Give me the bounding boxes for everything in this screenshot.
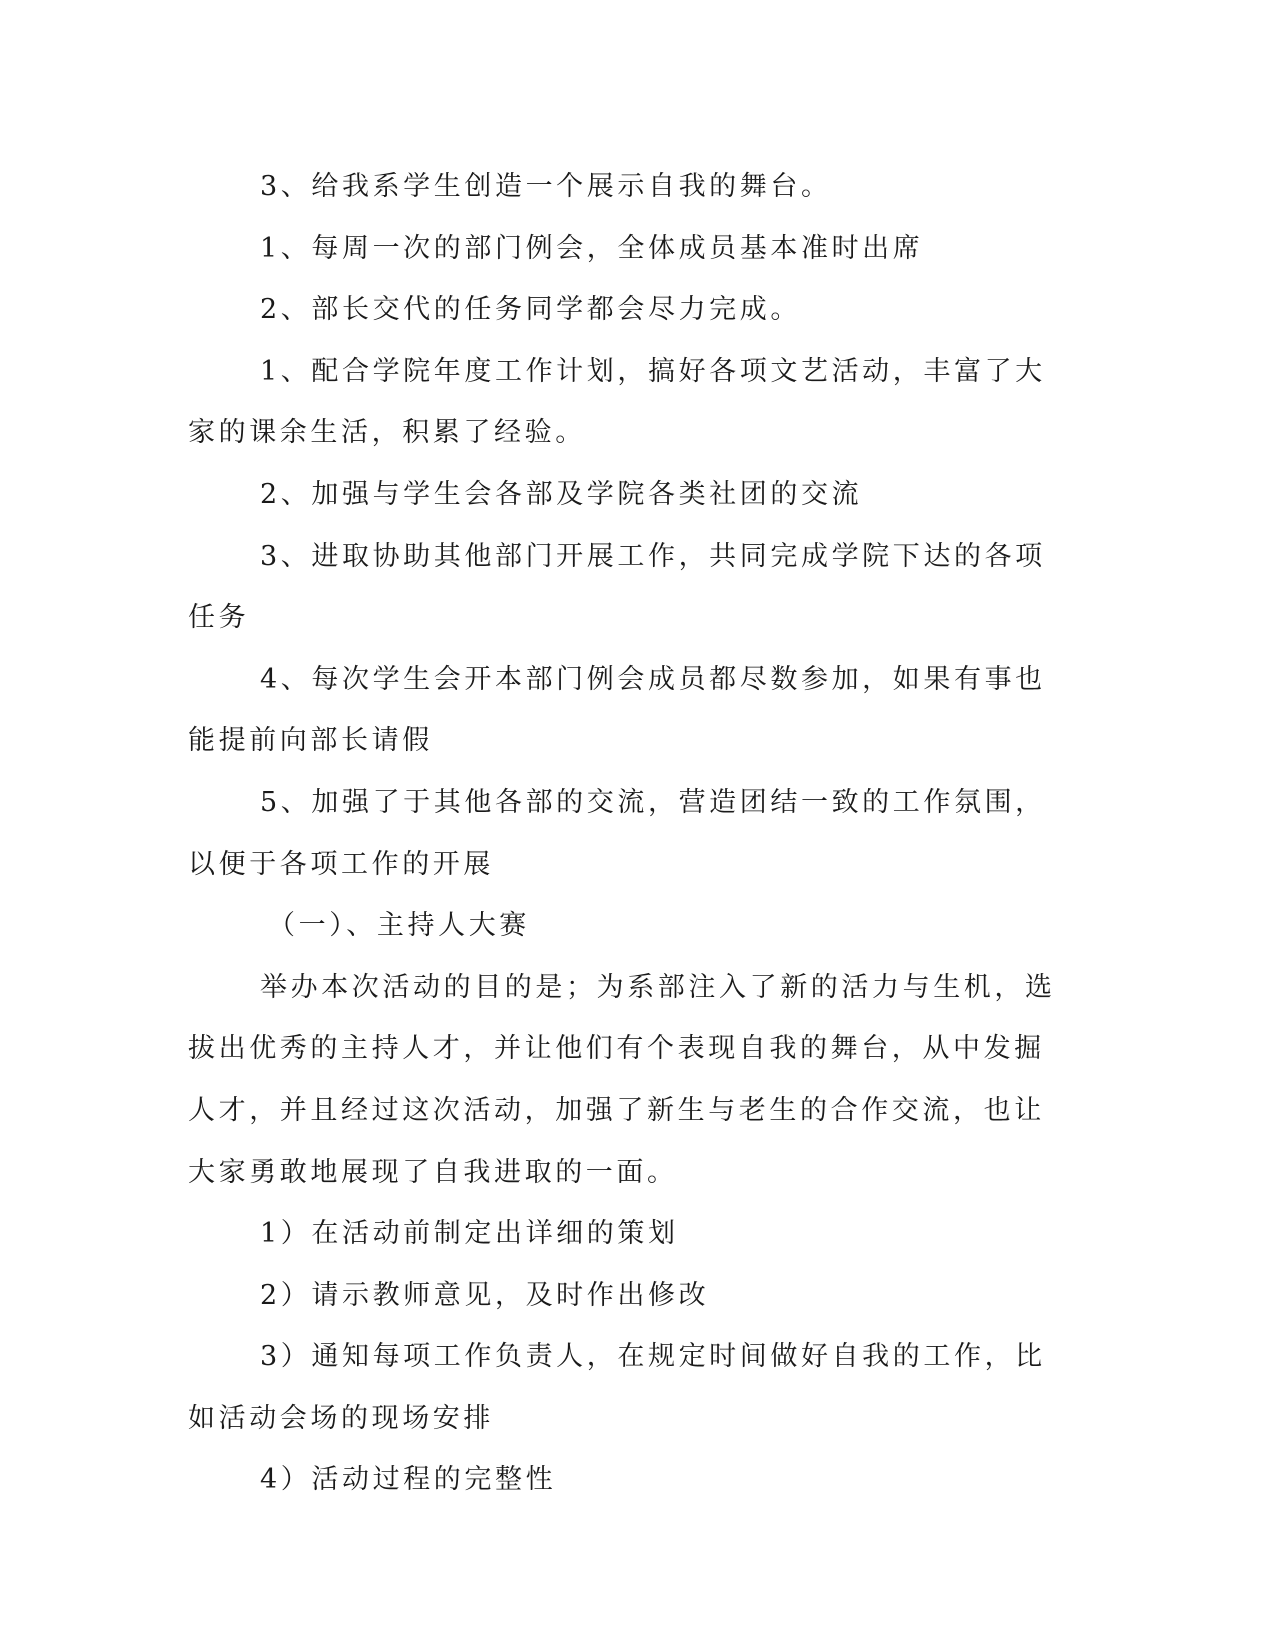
- paragraph: 3、给我系学生创造一个展示自我的舞台。: [260, 171, 832, 202]
- paragraph: 3、进取协助其他部门开展工作，共同完成学院下达的各项任务: [188, 540, 1046, 634]
- paragraph: 2）请示教师意见，及时作出修改: [260, 1279, 710, 1311]
- paragraph: 2、加强与学生会各部及学院各类社团的交流: [260, 478, 863, 510]
- document-body: [188, 156, 1068, 1511]
- section-heading: （一）、主持人大赛: [268, 910, 530, 942]
- paragraph: 3）通知每项工作负责人，在规定时间做好自我的工作，比如活动会场的现场安排: [188, 1341, 1046, 1434]
- paragraph: 1、每周一次的部门例会，全体成员基本准时出席: [260, 232, 924, 264]
- paragraph: 4）活动过程的完整性: [260, 1464, 557, 1496]
- paragraph: 5、加强了于其他各部的交流，营造团结一致的工作氛围，以便于各项工作的开展: [188, 786, 1046, 880]
- paragraph: 1、配合学院年度工作计划，搞好各项文艺活动，丰富了大家的课余生活，积累了经验。: [188, 355, 1046, 449]
- paragraph: 4、每次学生会开本部门例会成员都尽数参加，如果有事也能提前向部长请假: [188, 663, 1046, 757]
- paragraph: 1）在活动前制定出详细的策划: [260, 1218, 679, 1250]
- paragraph: 举办本次活动的目的是；为系部注入了新的活力与生机，选拔出优秀的主持人才，并让他们有个表现自我的舞台，从中发掘人才，并且经过这次活动，加强了新生与老生的合作交流，也让大家勇敢地展现了自我进取的一面。: [188, 971, 1056, 1188]
- paragraph: 2、部长交代的任务同学都会尽力完成。: [260, 294, 801, 326]
